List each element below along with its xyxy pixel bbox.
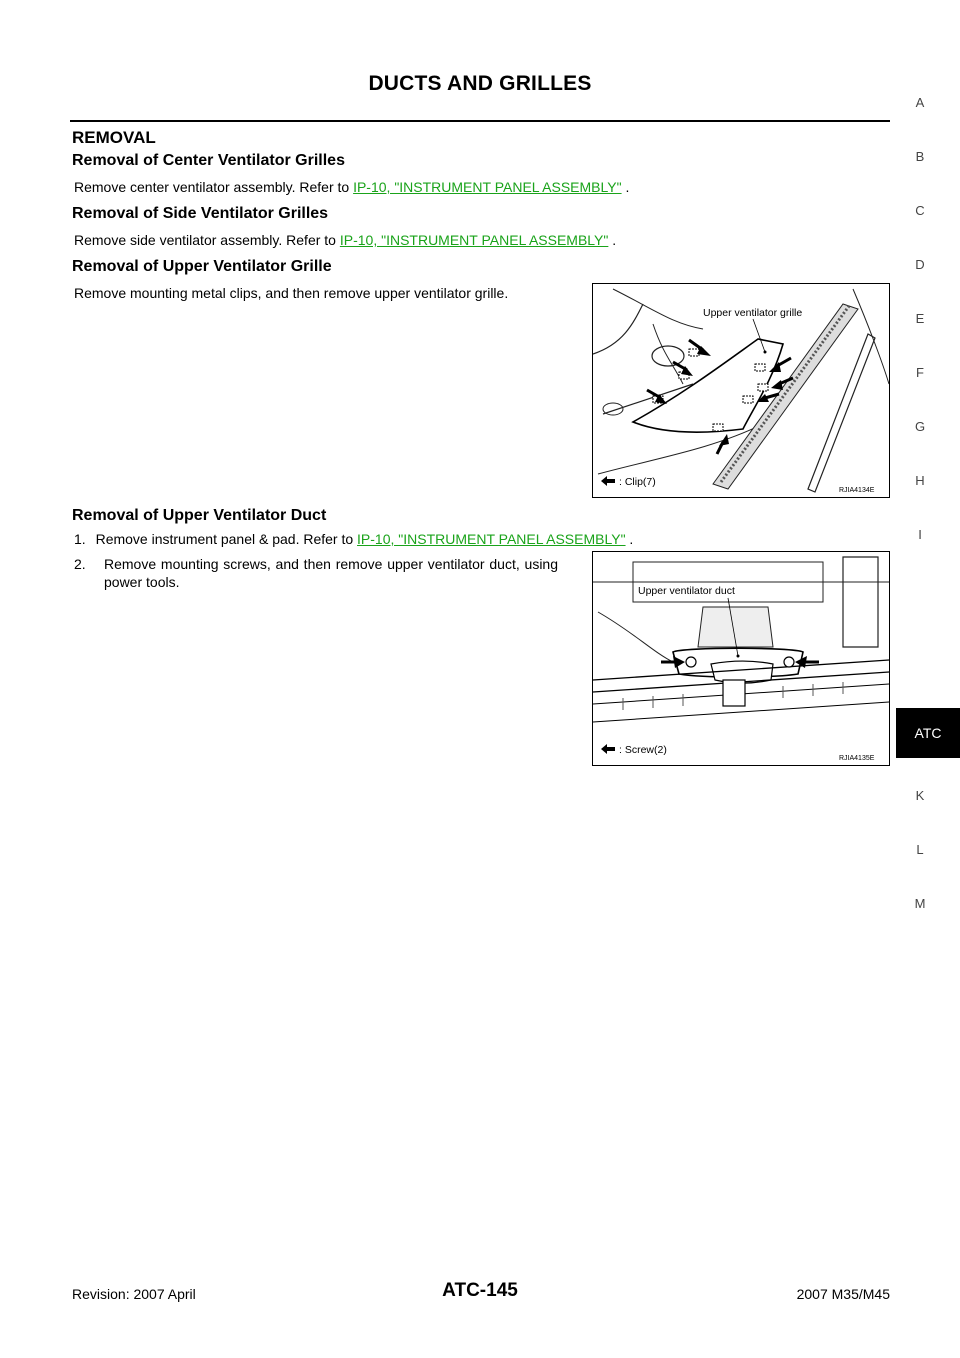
footer-page-number: ATC-145 <box>442 1280 518 1301</box>
side-grilles-ref-link[interactable]: IP-10, "INSTRUMENT PANEL ASSEMBLY" <box>339 232 609 248</box>
step-1-text: Remove instrument panel & pad. Refer to <box>95 531 358 547</box>
side-grilles-text: Remove side ventilator assembly. Refer to <box>74 232 340 248</box>
index-tab-atc-active[interactable]: ATC <box>896 708 960 758</box>
index-tab-g[interactable]: G <box>914 419 926 434</box>
upper-grille-callout: Upper ventilator grille <box>703 307 803 319</box>
section-heading: REMOVAL <box>72 128 156 147</box>
step-1-ref-link[interactable]: IP-10, "INSTRUMENT PANEL ASSEMBLY" <box>357 531 626 547</box>
upper-duct-step-2 <box>74 555 558 591</box>
step-2-number: 2. <box>74 556 86 572</box>
index-tab-a[interactable]: A <box>915 95 925 110</box>
upper-grille-text: Remove mounting metal clips, and then remove upper ventilator grille. <box>74 285 509 301</box>
header-divider <box>70 120 890 122</box>
center-grilles-heading: Removal of Center Ventilator Grilles <box>72 152 345 169</box>
screw-arrow-icon <box>601 744 615 754</box>
step-1-number: 1. <box>74 531 86 547</box>
upper-duct-heading: Removal of Upper Ventilator Duct <box>72 507 327 524</box>
step-1-text-end: . <box>625 531 634 547</box>
upper-duct-code: RJIA4135E <box>839 755 875 762</box>
center-grilles-paragraph <box>74 178 629 196</box>
step-2-text: Remove mounting screws, and then remove upper ventilator duct, using power tools. <box>104 556 558 590</box>
center-grilles-text: Remove center ventilator assembly. Refer to <box>74 179 354 195</box>
upper-grille-legend: : Clip(7) <box>619 476 656 488</box>
index-tab-k[interactable]: K <box>915 788 925 803</box>
footer-model: 2007 M35/M45 <box>796 1286 890 1302</box>
page-title: DUCTS AND GRILLES <box>368 72 592 95</box>
footer-revision: Revision: 2007 April <box>72 1286 196 1302</box>
side-grilles-heading: Removal of Side Ventilator Grilles <box>72 205 329 222</box>
upper-grille-heading: Removal of Upper Ventilator Grille <box>72 258 332 275</box>
clip-arrow-icon <box>601 476 615 486</box>
index-tab-c[interactable]: C <box>915 203 925 218</box>
upper-duct-callout: Upper ventilator duct <box>638 585 735 597</box>
side-grilles-paragraph <box>74 231 616 249</box>
upper-duct-figure <box>592 551 890 766</box>
upper-duct-step-1 <box>74 530 633 548</box>
index-tab-l[interactable]: L <box>916 842 924 857</box>
index-tab-e[interactable]: E <box>915 311 925 326</box>
index-tab-h[interactable]: H <box>915 473 925 488</box>
upper-grille-code: RJIA4134E <box>839 487 875 494</box>
upper-grille-figure <box>592 283 890 498</box>
index-tab-b[interactable]: B <box>915 149 925 164</box>
index-tab-f[interactable]: F <box>916 365 924 380</box>
center-grilles-text-end: . <box>621 179 630 195</box>
index-tab-m[interactable]: M <box>914 896 926 911</box>
index-tab-d[interactable]: D <box>915 257 925 272</box>
side-grilles-text-end: . <box>608 232 617 248</box>
upper-duct-legend: : Screw(2) <box>619 744 667 756</box>
center-grilles-ref-link[interactable]: IP-10, "INSTRUMENT PANEL ASSEMBLY" <box>353 179 622 195</box>
index-tab-i[interactable]: I <box>918 527 922 542</box>
